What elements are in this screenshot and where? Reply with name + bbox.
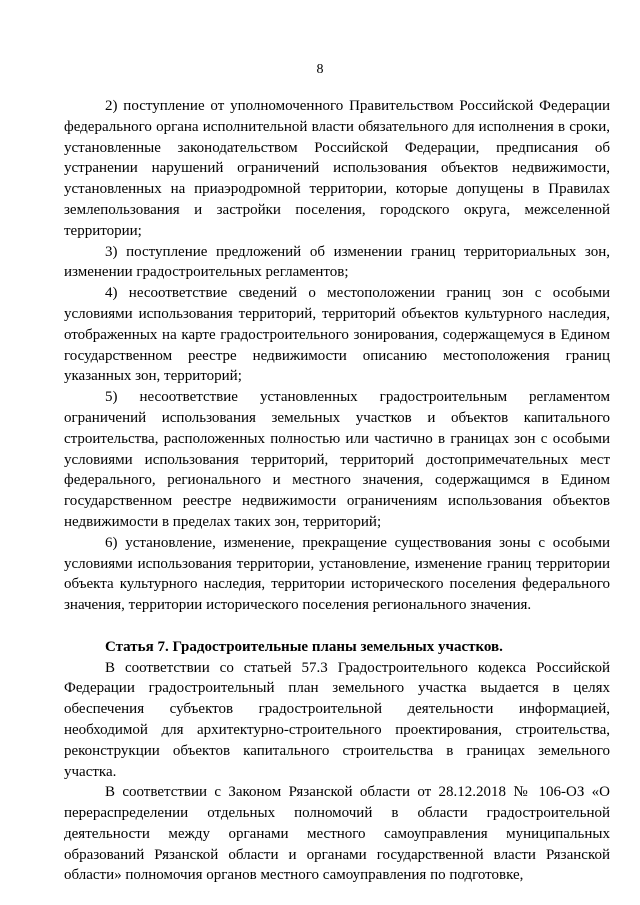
list-item-2: 2) поступление от уполномоченного Правительством Российской Федерации федерального органа исполнительной власти обязательного для исполнения в сроки, установленные законодательством Российской Федерации, предписания об устранении нарушений ограничений использования объектов недвижимости, установленных на приаэродромной территории, которые допущены в Правилах землепользования и застройки поселения, городского округа, межселенной территории; bbox=[64, 98, 610, 239]
article-paragraph: В соответствии с Законом Рязанской области от 28.12.2018 № 106-ОЗ «О перераспределении отдельных полномочий в области градостроительной деятельности между органами местного самоуправления муниципальных образований Рязанской области и органами государственной власти Рязанской области» полномочия органов местного самоуправления по подготовке, bbox=[64, 784, 610, 884]
list-item-4: 4) несоответствие сведений о местоположении границ зон с особыми условиями использования территорий, территорий объектов культурного наследия, отображенных на карте градостроительного зонирования, содержащемуся в Едином государственном реестре недвижимости описанию местоположения границ указанных зон, территорий; bbox=[64, 285, 610, 385]
list-item-6: 6) установление, изменение, прекращение существования зоны с особыми условиями использования территории, установление, изменение границ территории объекта культурного наследия, территории исторического поселения федерального значения, территории исторического поселения регионального значения. bbox=[64, 534, 610, 614]
article-heading: Статья 7. Градостроительные планы земельных участков. bbox=[105, 638, 503, 655]
list-item-3: 3) поступление предложений об изменении границ территориальных зон, изменении градостроительных регламентов; bbox=[64, 243, 610, 281]
list-item-5: 5) несоответствие установленных градостроительным регламентом ограничений использования земельных участков и объектов капитального строительства, расположенных полностью или частично в границах зон с особыми условиями использования территорий, территорий достопримечательных мест федерального, регионального и местного значения, содержащимся в Едином государственном реестре недвижимости ограничениям использования объектов недвижимости в пределах таких зон, территорий; bbox=[64, 389, 610, 530]
page-number: 8 bbox=[316, 62, 324, 77]
article-paragraph: В соответствии со статьей 57.3 Градостроительного кодекса Российской Федерации градостроительный план земельного участка выдается в целях обеспечения субъектов градостроительной деятельности информацией, необходимой для архитектурно-строительного проектирования, строительства, реконструкции объектов капитального строительства в границах земельного участка. bbox=[64, 659, 610, 780]
document-body bbox=[64, 96, 610, 886]
